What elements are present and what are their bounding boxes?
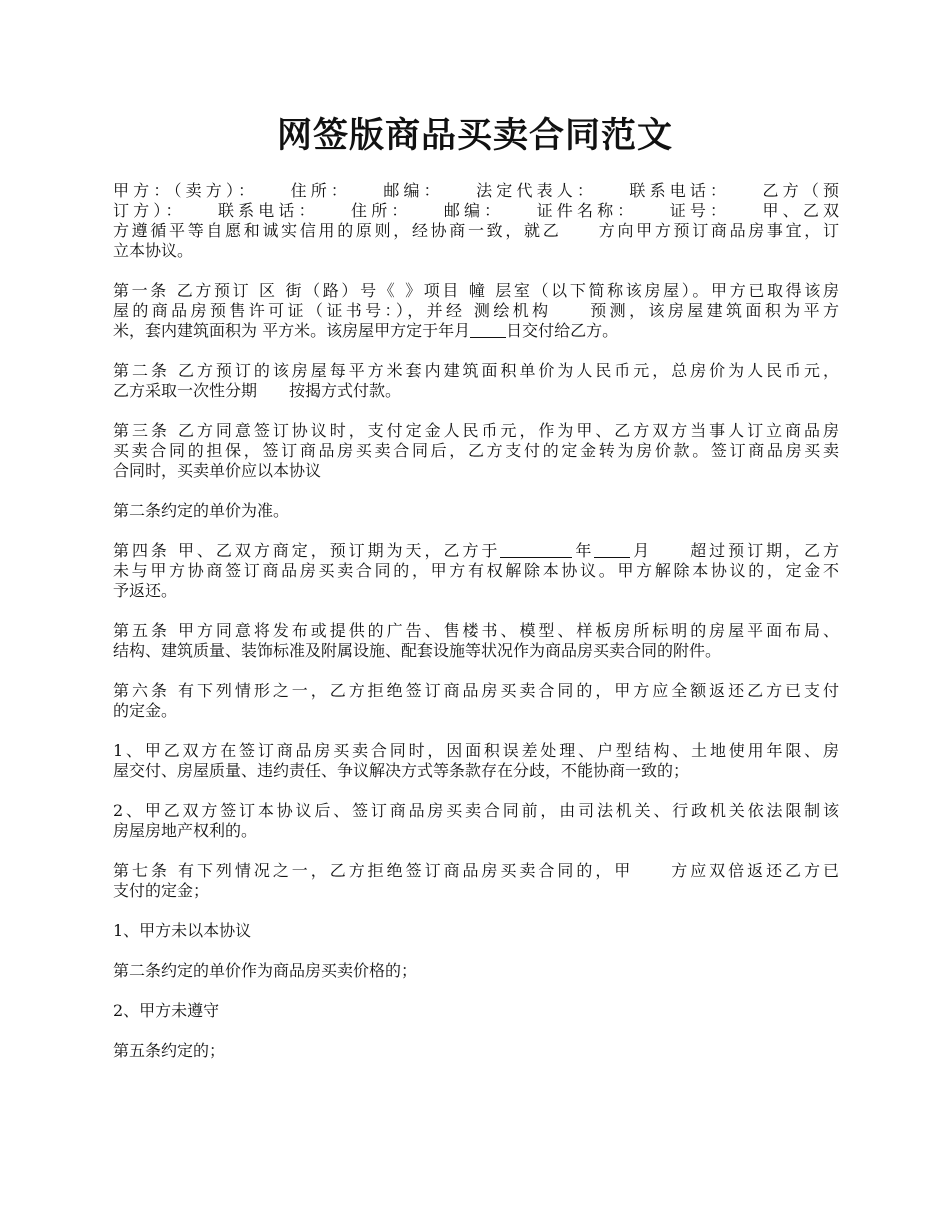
article-5 <box>113 621 839 661</box>
text-line: 2、甲乙双方签订本协议后、签订商品房买卖合同前，由司法机关、行政机关依法限制该 <box>113 801 839 820</box>
fill-in-blank <box>500 541 572 558</box>
article-6 <box>113 681 839 721</box>
text-line: 第三条 乙方同意签订协议时，支付定金人民币元，作为甲、乙方双方当事人订立商品房 <box>113 421 839 440</box>
text-line: 第一条 乙方预订 区 街（路）号《 》项目 幢 层室（以下简称该房屋）。甲方已取得该房 <box>113 281 839 300</box>
article-7-item-1-continued <box>113 961 839 981</box>
article-7-item-2-continued <box>113 1041 839 1061</box>
article-7 <box>113 861 839 901</box>
text-line: 买卖合同的担保，签订商品房买卖合同后，乙方支付的定金转为房价款。签订商品房买卖 <box>113 441 839 460</box>
text-segment: 米，套内建筑面积为 平方米。该房屋甲方定于年月 <box>113 321 471 340</box>
article-7-item-1 <box>113 921 839 941</box>
text-line: 方遵循平等自愿和诚实信用的原则，经协商一致，就乙 方向甲方预订商品房事宜，订 <box>113 221 839 240</box>
text-line: 房屋房地产权利的。 <box>113 821 258 840</box>
text-line: 1、甲乙双方在签订商品房买卖合同时，因面积误差处理、户型结构、土地使用年限、房 <box>113 741 839 760</box>
fill-in-blank <box>594 541 630 558</box>
text-line: 1、甲方未以本协议 <box>113 921 252 940</box>
parties-paragraph <box>113 181 839 261</box>
document-body <box>113 181 839 1081</box>
text-segment: 年 <box>572 541 595 560</box>
text-line: 甲方：（卖方）： 住所： 邮编： 法定代表人： 联系电话： 乙方（预 <box>113 181 839 200</box>
text-line: 的定金。 <box>113 701 178 720</box>
text-line: 合同时，买卖单价应以本协议 <box>113 461 322 480</box>
text-line: 乙方采取一次性分期 按揭方式付款。 <box>113 381 402 400</box>
article-7-item-2 <box>113 1001 839 1021</box>
text-line: 2、甲方未遵守 <box>113 1001 220 1020</box>
text-line: 第二条约定的单价作为商品房买卖价格的； <box>113 961 418 980</box>
article-6-item-2 <box>113 801 839 841</box>
text-segment: 月 超过预订期，乙方 <box>630 541 839 560</box>
article-3 <box>113 421 839 481</box>
text-line: 结构、建筑质量、装饰标准及附属设施、配套设施等状况作为商品房买卖合同的附件。 <box>113 641 722 660</box>
article-6-item-1 <box>113 741 839 781</box>
text-line: 支付的定金； <box>113 881 210 900</box>
text-line: 予返还。 <box>113 581 178 600</box>
article-1 <box>113 281 839 341</box>
text-line: 第二条 乙方预订的该房屋每平方米套内建筑面积单价为人民币元，总房价为人民币元， <box>113 361 839 380</box>
article-2 <box>113 361 839 401</box>
text-line: 屋的商品房预售许可证（证书号：），并经 测绘机构 预测，该房屋建筑面积为平方 <box>113 301 839 320</box>
article-4 <box>113 541 839 601</box>
text-line: 第二条约定的单价为准。 <box>113 501 290 520</box>
text-line <box>113 541 839 561</box>
text-line: 第五条 甲方同意将发布或提供的广告、售楼书、模型、样板房所标明的房屋平面布局、 <box>113 621 839 640</box>
article-3-continued <box>113 501 839 521</box>
text-segment: 日交付给乙方。 <box>506 321 619 340</box>
text-line <box>113 321 839 341</box>
text-line: 第七条 有下列情况之一，乙方拒绝签订商品房买卖合同的，甲 方应双倍返还乙方已 <box>113 861 839 880</box>
text-segment: 第四条 甲、乙双方商定，预订期为天，乙方于 <box>113 541 501 560</box>
text-line: 第六条 有下列情形之一，乙方拒绝签订商品房买卖合同的，甲方应全额返还乙方已支付 <box>113 681 839 700</box>
document-title: 网签版商品买卖合同范文 <box>276 115 673 156</box>
text-line: 屋交付、房屋质量、违约责任、争议解决方式等条款存在分歧，不能协商一致的； <box>113 761 690 780</box>
fill-in-blank <box>470 321 506 338</box>
text-line: 立本协议。 <box>113 241 194 260</box>
text-line: 第五条约定的； <box>113 1041 226 1060</box>
text-line: 订方）： 联系电话： 住所： 邮编： 证件名称： 证号： 甲、乙双 <box>113 201 839 220</box>
text-line: 未与甲方协商签订商品房买卖合同的，甲方有权解除本协议。甲方解除本协议的，定金不 <box>113 561 839 580</box>
